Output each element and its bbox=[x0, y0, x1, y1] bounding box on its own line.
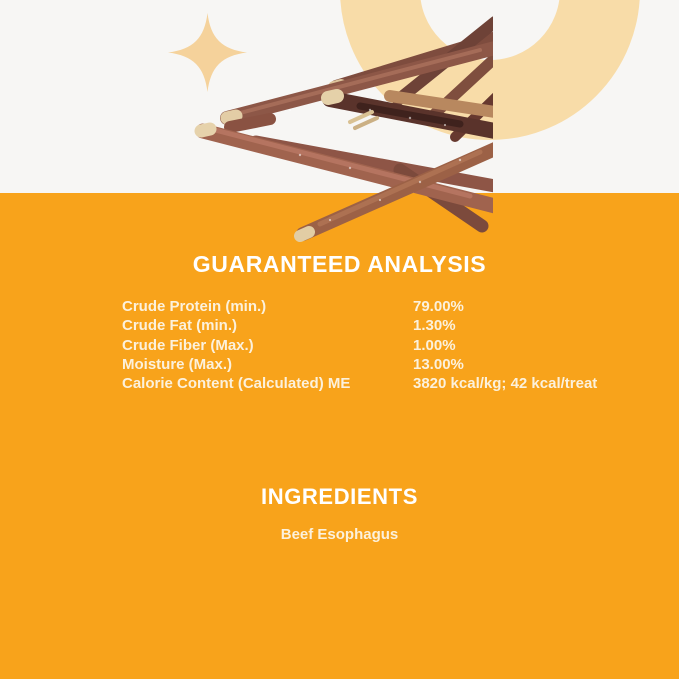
row-value: 1.00% bbox=[413, 336, 456, 354]
row-label: Calorie Content (Calculated) ME bbox=[122, 375, 351, 393]
row-value: 3820 kcal/kg; 42 kcal/treat bbox=[413, 375, 598, 393]
ingredients-item: Beef Esophagus bbox=[280, 526, 399, 543]
beef-stick-fiber bbox=[355, 118, 377, 128]
row-value: 1.30% bbox=[413, 317, 456, 335]
row-label: Crude Fiber (Max.) bbox=[122, 336, 254, 354]
row-value: 13.00% bbox=[413, 355, 464, 373]
ingredients-title: INGREDIENTS bbox=[261, 484, 418, 509]
row-label: Crude Fat (min.) bbox=[122, 317, 237, 335]
sparkle-icon bbox=[165, 13, 250, 92]
beef-stick-fiber bbox=[350, 112, 372, 122]
guaranteed-analysis-title: GUARANTEED ANALYSIS bbox=[192, 251, 487, 277]
beef-stick-frayed-tip bbox=[227, 116, 236, 118]
beef-stick bbox=[230, 119, 270, 127]
beef-stick bbox=[256, 142, 495, 186]
table-row bbox=[122, 316, 642, 335]
guaranteed-analysis-table bbox=[122, 297, 642, 393]
beef-stick-highlight bbox=[215, 130, 470, 196]
row-value: 79.00% bbox=[413, 298, 464, 315]
row-label: Moisture (Max.) bbox=[122, 355, 233, 373]
row-label: Crude Protein (min.) bbox=[122, 298, 267, 315]
table-row bbox=[122, 336, 642, 355]
beef-stick-frayed-tip bbox=[201, 129, 210, 131]
beef-stick-frayed-tip bbox=[328, 96, 337, 98]
table-row bbox=[122, 374, 642, 393]
table-row bbox=[122, 355, 642, 374]
beef-stick-frayed-tip bbox=[334, 85, 341, 87]
table-row bbox=[122, 297, 642, 316]
ring-decoration-icon bbox=[340, 0, 640, 140]
